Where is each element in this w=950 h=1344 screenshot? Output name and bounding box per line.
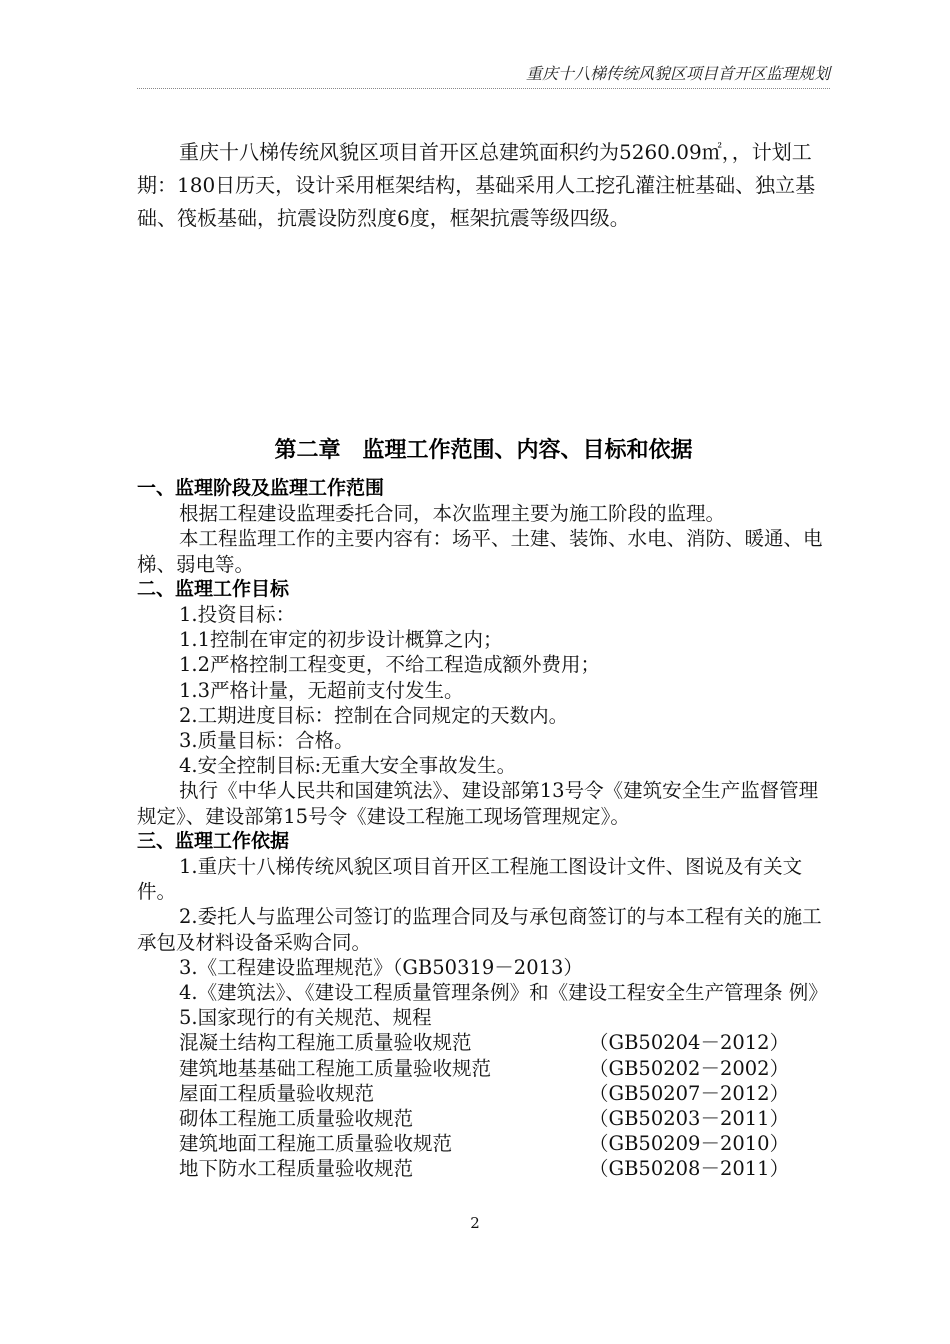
standard-row bbox=[137, 1106, 837, 1131]
standard-name: 建筑地面工程施工质量验收规范 bbox=[179, 1132, 453, 1156]
chapter-title: 第二章 监理工作范围、内容、目标和依据 bbox=[274, 438, 693, 463]
list-item: 5.国家现行的有关规范、规程 bbox=[179, 1006, 432, 1030]
standard-code: （GB50203－2011） bbox=[589, 1107, 790, 1131]
section-heading-scope: 一、监理阶段及监理工作范围 bbox=[137, 477, 385, 499]
paragraph: 根据工程建设监理委托合同，本次监理主要为施工阶段的监理。 bbox=[179, 502, 726, 526]
page-number: 2 bbox=[470, 1214, 480, 1232]
list-item: 3.质量目标：合格。 bbox=[179, 729, 354, 753]
standard-row bbox=[137, 1131, 837, 1156]
standard-code: （GB50204－2012） bbox=[589, 1031, 790, 1055]
standard-code: （GB50202－2002） bbox=[589, 1056, 790, 1080]
list-item: 1.3严格计量，无超前支付发生。 bbox=[179, 678, 464, 702]
list-item: 4.安全控制目标:无重大安全事故发生。 bbox=[179, 754, 517, 778]
standard-row bbox=[137, 1030, 837, 1055]
standard-name: 地下防水工程质量验收规范 bbox=[179, 1157, 414, 1181]
standard-code: （GB50209－2010） bbox=[589, 1132, 790, 1156]
running-header: 重庆十八梯传统风貌区项目首开区监理规划 bbox=[137, 62, 830, 89]
list-item: 2.工期进度目标：控制在合同规定的天数内。 bbox=[179, 703, 569, 727]
standard-name: 砌体工程施工质量验收规范 bbox=[179, 1107, 414, 1131]
list-item: 1.1控制在审定的初步设计概算之内； bbox=[179, 628, 503, 652]
project-overview-paragraph: 重庆十八梯传统风貌区项目首开区总建筑面积约为5260.09㎡，，计划工期：180日历天，设计采用框架结构，基础采用人工挖孔灌注桩基础、独立基础、筏板基础，抗震设防烈度6度，框架抗震等级四级。 bbox=[137, 140, 816, 230]
list-item: 1.2严格控制工程变更，不给工程造成额外费用； bbox=[179, 653, 601, 677]
standard-code: （GB50208－2011） bbox=[589, 1157, 790, 1181]
paragraph: 执行《中华人民共和国建筑法》、建设部第13号令《建筑安全生产监督管理规定》、建设部第15号令《建设工程施工现场管理规定》。 bbox=[137, 779, 819, 828]
standard-name: 混凝土结构工程施工质量验收规范 bbox=[179, 1031, 472, 1055]
chapter-body bbox=[137, 476, 837, 1182]
standard-row bbox=[137, 1081, 837, 1106]
section-heading-goals: 二、监理工作目标 bbox=[137, 577, 290, 600]
section-heading-basis: 三、监理工作依据 bbox=[137, 829, 290, 852]
standard-row bbox=[137, 1156, 837, 1181]
list-item: 4.《建筑法》、《建设工程质量管理条例》和《建设工程安全生产管理条 例》 bbox=[179, 981, 828, 1005]
list-item: 1.重庆十八梯传统风貌区项目首开区工程施工图设计文件、图说及有关文件。 bbox=[137, 855, 803, 904]
list-item: 3.《工程建设监理规范》（GB50319－2013） bbox=[179, 955, 583, 979]
standard-name: 建筑地基基础工程施工质量验收规范 bbox=[179, 1056, 492, 1080]
paragraph: 本工程监理工作的主要内容有：场平、土建、装饰、水电、消防、暖通、电梯、弱电等。 bbox=[137, 527, 823, 576]
standard-code: （GB50207－2012） bbox=[589, 1081, 790, 1105]
standard-name: 屋面工程质量验收规范 bbox=[179, 1081, 375, 1105]
standard-row bbox=[137, 1056, 837, 1081]
list-item: 1.投资目标： bbox=[179, 603, 296, 627]
list-item: 2.委托人与监理公司签订的监理合同及与承包商签订的与本工程有关的施工承包及材料设备采购合同。 bbox=[137, 905, 822, 954]
